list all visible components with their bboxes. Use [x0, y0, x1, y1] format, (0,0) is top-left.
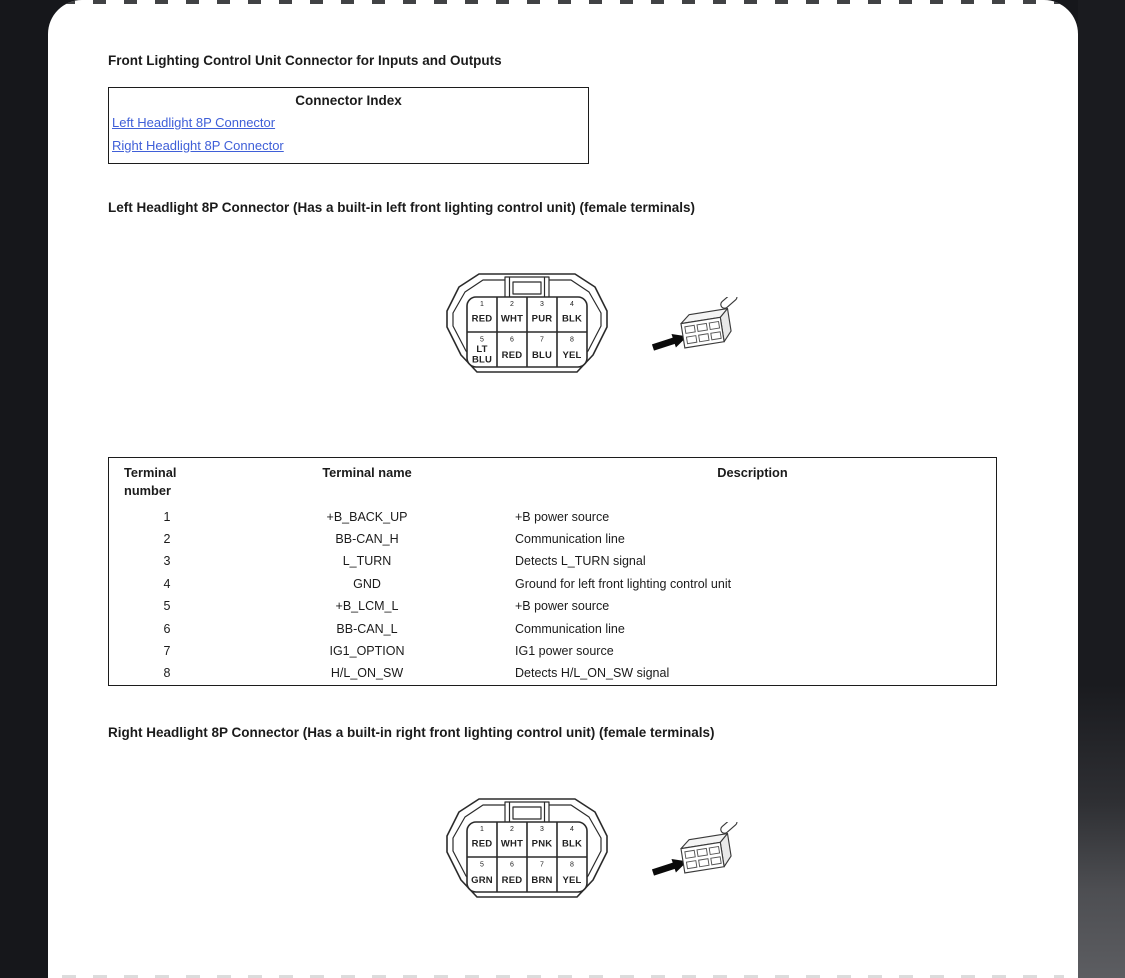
terminal-number: 6 [163, 621, 171, 636]
connector-diagram-left [108, 271, 975, 379]
pin-number: 7 [540, 336, 544, 344]
terminal-name: BB-CAN_L [336, 621, 398, 636]
pin-wire-color: PUR [531, 313, 553, 325]
terminal-name: H/L_ON_SW [330, 666, 404, 681]
pin-wire-color: BLK [561, 838, 583, 850]
terminal-number: 7 [163, 643, 171, 658]
column-header-description: Description [717, 465, 788, 480]
column-header-terminal-name: Terminal name [322, 465, 412, 480]
table-row [109, 528, 997, 550]
pin-wire-color: WHT [500, 313, 524, 325]
pin-wire-color: BLK [561, 313, 583, 325]
pin-number: 2 [510, 825, 514, 833]
column-header-terminal-number: Terminal number [124, 465, 177, 498]
terminal-number: 1 [163, 509, 171, 524]
table-row [109, 573, 997, 595]
pin-number: 8 [570, 861, 574, 869]
terminal-description: +B power source [515, 599, 610, 614]
section-heading-right: Right Headlight 8P Connector (Has a built-in right front lighting control unit) (female terminals) [108, 724, 715, 740]
table-row [109, 640, 997, 662]
pin-number: 2 [510, 301, 514, 308]
terminal-name: +B_BACK_UP [326, 509, 408, 524]
pin-wire-color: BRN [531, 874, 553, 886]
connector-view-icon [650, 822, 740, 882]
terminal-description: Detects L_TURN signal [515, 554, 646, 569]
pin-number: 8 [570, 336, 574, 344]
pin-wire-color: YEL [562, 874, 582, 886]
pin-wire-color: RED [471, 838, 493, 850]
terminal-table-header [109, 458, 997, 506]
connector-index-links [109, 112, 588, 157]
pin-number: 1 [480, 301, 484, 308]
terminal-number: 3 [163, 554, 171, 569]
pin-number: 7 [540, 861, 544, 869]
terminal-name: GND [353, 576, 381, 591]
connector-diagram-right [108, 796, 975, 904]
pin-wire-color: RED [501, 874, 523, 886]
terminal-table-body [109, 506, 997, 686]
pin-wire-color: PNK [531, 838, 553, 850]
document-page [48, 0, 1078, 978]
terminal-number: 2 [163, 531, 171, 546]
pin-number: 4 [570, 301, 574, 308]
pin-number: 5 [480, 336, 484, 344]
pin-number: 1 [480, 825, 484, 833]
table-row [109, 550, 997, 572]
pin-wire-color: LT [476, 344, 488, 355]
document-content [48, 0, 975, 904]
connector-3d-body [677, 297, 740, 348]
pin-wire-color: RED [501, 350, 523, 361]
pin-wire-color: RED [471, 313, 493, 325]
section-heading-left: Left Headlight 8P Connector (Has a built-in left front lighting control unit) (female terminals) [108, 200, 696, 215]
terminal-description: Ground for left front lighting control unit [515, 576, 732, 591]
pin-number: 5 [480, 861, 484, 869]
pin-number: 4 [570, 825, 574, 833]
table-row [109, 595, 997, 617]
pin-wire-color: BLU [471, 354, 493, 366]
list-item [109, 135, 588, 158]
connector-3d-body [677, 822, 740, 873]
pin-wire-color: GRN [471, 874, 493, 886]
terminal-description: Detects H/L_ON_SW signal [515, 666, 670, 681]
connector-index-link-left[interactable]: Left Headlight 8P Connector [112, 115, 276, 130]
connector-face-diagram [443, 796, 611, 902]
table-row [109, 506, 997, 528]
pin-wire-color: YEL [562, 350, 582, 361]
connector-index-box [108, 87, 589, 164]
pin-wire-color: BLU [531, 350, 553, 361]
terminal-table [108, 457, 997, 686]
terminal-number: 4 [163, 576, 171, 591]
connector-face-diagram [443, 271, 611, 377]
table-row [109, 662, 997, 685]
pin-number: 6 [510, 336, 514, 344]
pin-number: 3 [540, 301, 544, 308]
terminal-number: 8 [163, 666, 171, 681]
terminal-description: IG1 power source [515, 643, 614, 658]
connector-index-title: Connector Index [295, 93, 402, 108]
terminal-name: BB-CAN_H [335, 531, 399, 546]
terminal-description: Communication line [515, 531, 625, 546]
list-item [109, 112, 588, 135]
terminal-name: IG1_OPTION [329, 643, 405, 658]
frame-right-gradient [1078, 0, 1125, 978]
terminal-description: Communication line [515, 621, 625, 636]
pin-number: 3 [540, 825, 544, 833]
pin-number: 6 [510, 861, 514, 869]
terminal-name: +B_LCM_L [335, 599, 399, 614]
connector-index-link-right[interactable]: Right Headlight 8P Connector [112, 137, 284, 153]
terminal-description: +B power source [515, 509, 610, 524]
table-row [109, 618, 997, 640]
terminal-name: L_TURN [342, 554, 392, 569]
page-title: Front Lighting Control Unit Connector for Inputs and Outputs [108, 53, 502, 68]
connector-view-icon [650, 297, 740, 357]
terminal-number: 5 [163, 599, 171, 614]
pin-wire-color: WHT [500, 838, 524, 850]
